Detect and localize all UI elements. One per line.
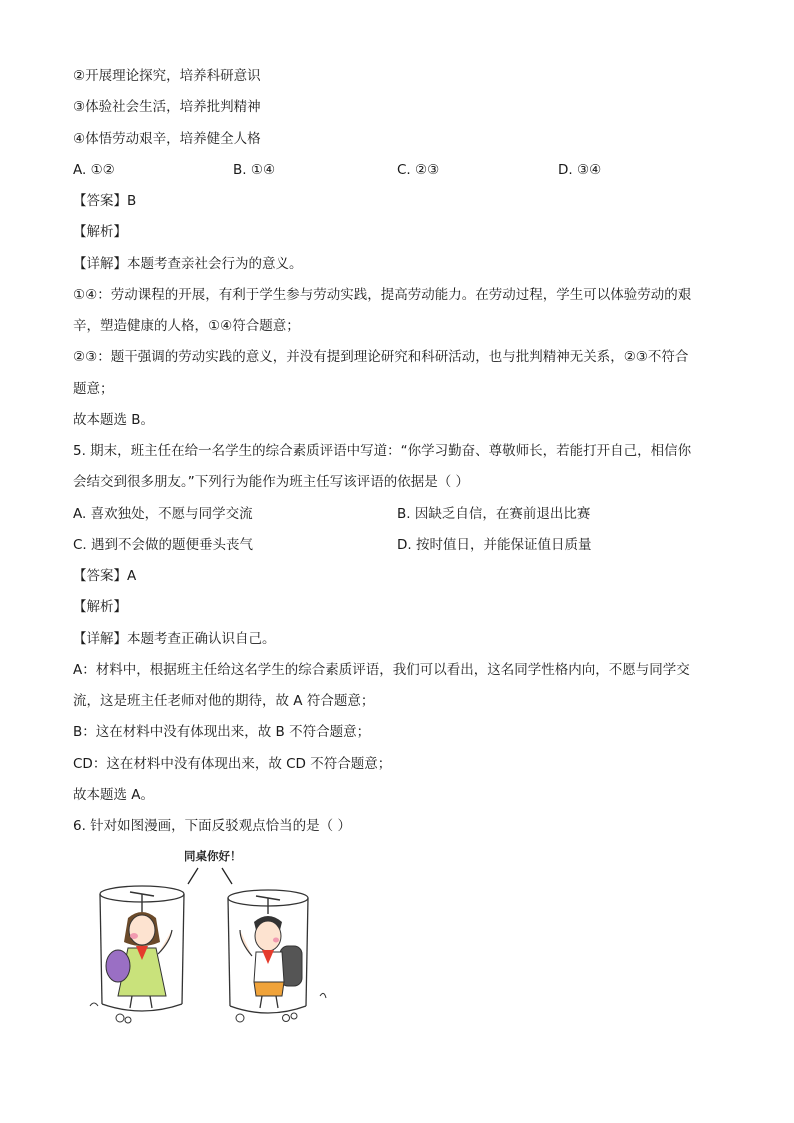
q5-choices-row-1 [73, 505, 723, 523]
q4-detail-text: 辛，塑造健康的人格，①④符合题意； [73, 318, 300, 334]
comic-illustration [80, 846, 330, 1028]
choice-a: A. 喜欢独处，不愿与同学交流 [73, 506, 253, 522]
q5-answer: 【答案】A [73, 568, 137, 584]
q4-conclusion: 故本题选 B。 [73, 412, 155, 428]
q5-stem: 5. 期末，班主任在给一名学生的综合素质评语中写道：“你学习勤奋、尊敬师长，若能打开自己，相信你 [73, 443, 692, 459]
choice-d: D. 按时值日，并能保证值日质量 [397, 537, 592, 553]
q4-answer-choices [73, 161, 723, 179]
option-line-3: ③体验社会生活，培养批判精神 [73, 99, 261, 115]
q4-detail-text: 题意； [73, 381, 114, 397]
q5-analysis-heading: 【解析】 [73, 599, 127, 615]
q5-detail-text: CD：这在材料中没有体现出来，故 CD 不符合题意； [73, 756, 392, 772]
speech-line-left [188, 868, 198, 884]
choice-c: C. 遇到不会做的题便垂头丧气 [73, 537, 254, 553]
girl-figure [106, 912, 172, 1008]
q6-stem: 6. 针对如图漫画，下面反驳观点恰当的是（ ） [73, 818, 351, 834]
boy-figure [240, 916, 302, 1008]
q5-detail-text: 流，这是班主任老师对他的期待，故 A 符合题意； [73, 693, 375, 709]
q4-analysis-heading: 【解析】 [73, 224, 127, 240]
q5-detail-text: A：材料中，根据班主任给这名学生的综合素质评语，我们可以看出，这名同学性格内向，不愿与同学交 [73, 662, 690, 678]
choice-d: D. ③④ [558, 162, 602, 178]
choice-b: B. ①④ [233, 162, 276, 178]
q5-choices-row-2 [73, 536, 723, 554]
q5-conclusion: 故本题选 A。 [73, 787, 155, 803]
option-line-2: ②开展理论探究，培养科研意识 [73, 68, 261, 84]
choice-c: C. ②③ [397, 162, 440, 178]
option-line-4: ④体悟劳动艰辛，培养健全人格 [73, 131, 261, 147]
q5-stem: 会结交到很多朋友。”下列行为能作为班主任写该评语的依据是（ ） [73, 474, 470, 490]
q4-detail-text: ①④：劳动课程的开展，有利于学生参与劳动实践，提高劳动能力。在劳动过程，学生可以体验劳动的艰 [73, 287, 692, 303]
q5-detail-text: B：这在材料中没有体现出来，故 B 不符合题意； [73, 724, 371, 740]
speech-text: 同桌你好！ [184, 849, 242, 863]
choice-b: B. 因缺乏自信，在赛前退出比赛 [397, 506, 591, 522]
ground-doodles [90, 993, 326, 1023]
q4-detail-intro: 【详解】本题考查亲社会行为的意义。 [73, 256, 303, 272]
choice-a: A. ①② [73, 162, 115, 178]
q4-answer: 【答案】B [73, 193, 137, 209]
q5-detail-intro: 【详解】本题考查正确认识自己。 [73, 631, 276, 647]
q4-detail-text: ②③：题干强调的劳动实践的意义，并没有提到理论研究和科研活动，也与批判精神无关系，②③不符合 [73, 349, 689, 365]
speech-line-right [222, 868, 232, 884]
